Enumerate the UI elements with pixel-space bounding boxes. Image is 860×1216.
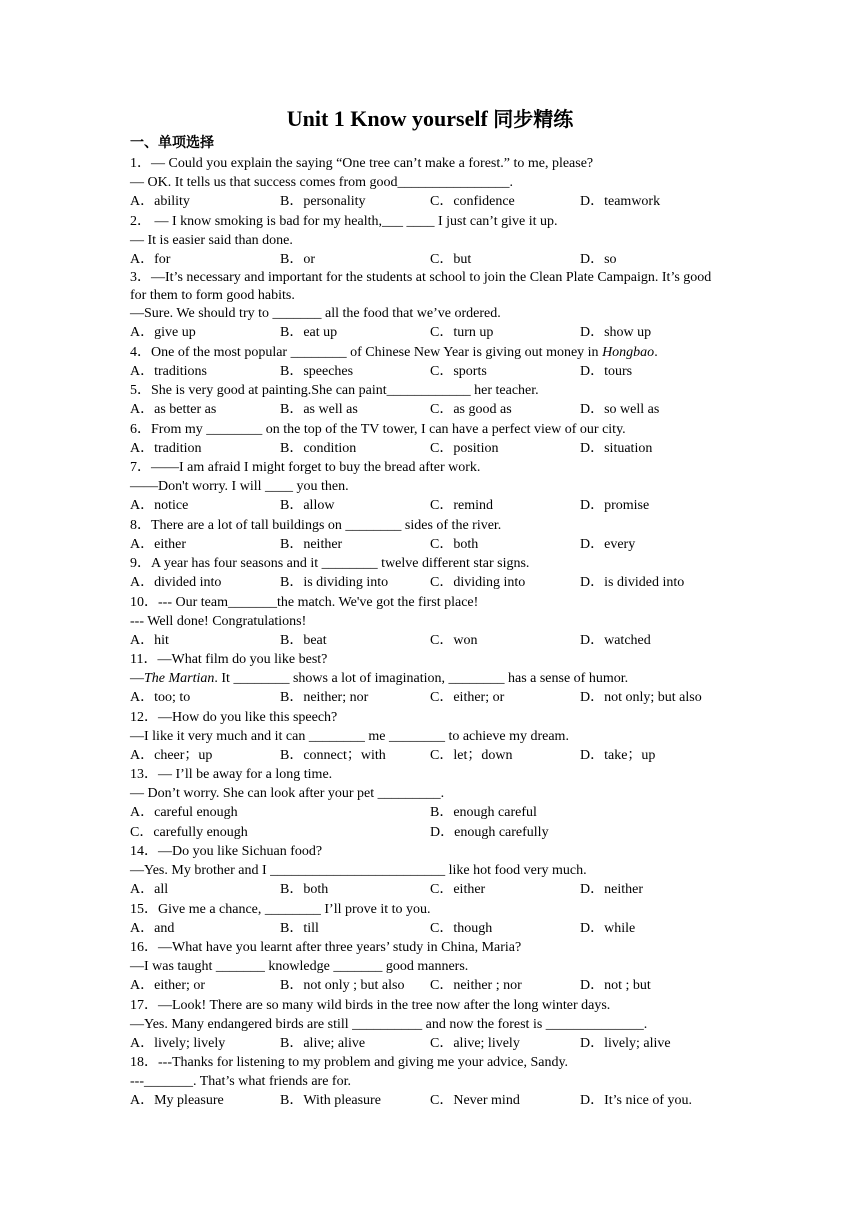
answer-option: D．watched <box>580 632 651 648</box>
answer-option: C．won <box>430 632 478 648</box>
answer-option: A．My pleasure <box>130 1093 224 1108</box>
question-stem: 5．She is very good at painting.She can paint____________ her teacher. <box>130 383 539 398</box>
answer-option: D．not only; but also <box>580 690 702 705</box>
question-item <box>130 458 730 516</box>
question-stem: 2． — I know smoking is bad for my health,___ ____ I just can’t give it up. <box>130 213 558 229</box>
options-row <box>130 192 730 212</box>
question-line: —The Martian. It ________ shows a lot of imagination, ________ has a sense of humor. <box>130 671 629 686</box>
answer-option: A．and <box>130 920 175 936</box>
options-row <box>130 1091 730 1111</box>
answer-option: A．all <box>130 882 169 897</box>
question-item <box>130 1053 730 1111</box>
options-row <box>130 746 730 766</box>
answer-option: C．either; or <box>430 690 505 705</box>
options-row <box>130 250 730 270</box>
options-row <box>130 535 730 555</box>
options-row <box>130 439 730 459</box>
answer-option: D．show up <box>580 325 652 340</box>
question-stem: 6．From my ________ on the top of the TV tower, I can have a perfect view of our city. <box>130 421 626 437</box>
answer-option: B．neither; nor <box>280 690 369 705</box>
question-item <box>130 842 730 900</box>
answer-option: A．lively; lively <box>130 1035 226 1051</box>
answer-option: A．either; or <box>130 978 206 993</box>
question-stem: 18．---Thanks for listening to my problem and giving me your advice, Sandy. <box>130 1055 569 1070</box>
title-english: Unit 1 Know yourself <box>286 106 488 131</box>
question-list <box>130 154 730 1111</box>
answer-option: D．so <box>580 251 617 267</box>
answer-option: C．as good as <box>430 402 512 417</box>
question-stem: 10．--- Our team_______the match. We've got the first place! <box>130 594 479 610</box>
answer-option: D．teamwork <box>580 194 661 209</box>
answer-option: D．is divided into <box>580 575 685 590</box>
question-item <box>130 381 730 420</box>
answer-option: D．situation <box>580 440 653 456</box>
answer-option: A．tradition <box>130 440 202 456</box>
answer-option: B．not only ; but also <box>280 978 405 993</box>
answer-option: C．let；down <box>430 747 513 763</box>
answer-option: B．till <box>280 920 319 936</box>
question-item <box>130 765 730 842</box>
options-row <box>130 400 730 420</box>
answer-option: B．alive; alive <box>280 1035 366 1051</box>
question-stem: 8．There are a lot of tall buildings on ________ sides of the river. <box>130 517 502 533</box>
options-row <box>130 362 730 382</box>
answer-option: A．ability <box>130 194 190 209</box>
question-item <box>130 269 730 343</box>
question-stem: 7．——I am afraid I might forget to buy the bread after work. <box>130 460 481 475</box>
question-line: —Sure. We should try to _______ all the food that we’ve ordered. <box>130 306 501 321</box>
question-stem: 4．One of the most popular ________ of Chinese New Year is giving out money in Hongbao. <box>130 344 658 360</box>
question-line: — OK. It tells us that success comes from good________________. <box>130 175 514 190</box>
question-stem: 16．—What have you learnt after three years’ study in China, Maria? <box>130 940 522 955</box>
answer-option: A．either <box>130 536 186 552</box>
answer-option: C．Never mind <box>430 1093 520 1108</box>
question-stem: 9．A year has four seasons and it ________ twelve different star signs. <box>130 556 530 571</box>
question-stem: 13．— I’ll be away for a long time. <box>130 767 333 782</box>
question-stem: 17．—Look! There are so many wild birds in the tree now after the long winter days. <box>130 997 611 1013</box>
answer-option: A．notice <box>130 498 189 513</box>
options-row <box>130 688 730 708</box>
question-item <box>130 343 730 382</box>
question-item <box>130 212 730 270</box>
answer-option: A．for <box>130 251 171 267</box>
answer-option: C．remind <box>430 498 493 513</box>
answer-option: B．beat <box>280 632 327 648</box>
question-stem: 14．—Do you like Sichuan food? <box>130 844 323 859</box>
question-item <box>130 593 730 651</box>
answer-option: A．as better as <box>130 402 217 417</box>
answer-option: B．With pleasure <box>280 1093 381 1108</box>
page-title <box>0 104 860 134</box>
answer-option: D．take；up <box>580 747 656 763</box>
answer-option: D．tours <box>580 363 633 379</box>
answer-option: D．neither <box>580 882 643 897</box>
question-line: —Yes. Many endangered birds are still __________ and now the forest is ______________. <box>130 1016 648 1032</box>
answer-option: C．both <box>430 536 479 552</box>
answer-option: B．speeches <box>280 363 354 379</box>
answer-option: A．careful enough <box>130 805 238 820</box>
answer-option: A．traditions <box>130 363 207 379</box>
question-item <box>130 996 730 1054</box>
question-line: —Yes. My brother and I _________________________ like hot food very much. <box>130 863 587 878</box>
answer-option: A．divided into <box>130 575 222 590</box>
answer-option: D．while <box>580 920 636 936</box>
answer-option: D．enough carefully <box>430 824 549 840</box>
question-item <box>130 554 730 593</box>
question-line: —I was taught _______ knowledge _______ good manners. <box>130 959 469 974</box>
title-chinese: 同步精练 <box>493 107 574 131</box>
answer-option: A．cheer；up <box>130 747 213 763</box>
answer-option: B．neither <box>280 536 343 552</box>
answer-option: B．condition <box>280 440 357 456</box>
answer-option: C．neither ; nor <box>430 978 522 993</box>
answer-option: B．personality <box>280 194 366 209</box>
answer-option: B．allow <box>280 498 335 513</box>
question-item <box>130 420 730 459</box>
options-row <box>130 823 730 843</box>
answer-option: C．alive; lively <box>430 1035 520 1051</box>
question-line: — It is easier said than done. <box>130 232 293 248</box>
question-stem: 15．Give me a chance, ________ I’ll prove it to you. <box>130 901 431 917</box>
answer-option: C．either <box>430 882 486 897</box>
answer-option: B．enough careful <box>430 805 537 820</box>
question-stem: 1．— Could you explain the saying “One tree can’t make a forest.” to me, please? <box>130 156 594 171</box>
answer-option: C．dividing into <box>430 575 526 590</box>
answer-option: B．as well as <box>280 402 358 417</box>
answer-option: B．both <box>280 882 329 897</box>
answer-option: D．It’s nice of you. <box>580 1093 692 1108</box>
answer-option: C．confidence <box>430 194 515 209</box>
answer-option: B．or <box>280 251 315 267</box>
options-row <box>130 323 730 343</box>
answer-option: B．connect；with <box>280 747 386 763</box>
answer-option: D．not ; but <box>580 978 651 993</box>
question-line: —I like it very much and it can ________ me ________ to achieve my dream. <box>130 728 569 744</box>
question-stem: 3．—It’s necessary and important for the students at school to join the Clean Plate Campaign. It’s good for them to form good habits. <box>130 270 712 303</box>
answer-option: B．eat up <box>280 325 338 340</box>
options-row <box>130 976 730 996</box>
answer-option: D．so well as <box>580 402 660 417</box>
question-item <box>130 154 730 212</box>
answer-option: A．too; to <box>130 690 191 705</box>
options-row <box>130 573 730 593</box>
question-emphasis: The Martian <box>144 671 215 686</box>
question-line: ——Don't worry. I will ____ you then. <box>130 479 349 494</box>
answer-option: C．carefully enough <box>130 824 248 840</box>
question-item <box>130 938 730 996</box>
answer-option: C．though <box>430 920 493 936</box>
answer-option: C．sports <box>430 363 487 379</box>
question-item <box>130 900 730 939</box>
options-row <box>130 919 730 939</box>
answer-option: C．but <box>430 251 472 267</box>
section-heading: 一、单项选择 <box>130 135 214 151</box>
answer-option: A．give up <box>130 325 196 340</box>
options-row <box>130 803 730 823</box>
question-item <box>130 516 730 555</box>
question-item <box>130 650 730 708</box>
question-stem: 11．—What film do you like best? <box>130 652 328 667</box>
answer-option: B．is dividing into <box>280 575 389 590</box>
answer-option: D．promise <box>580 498 650 513</box>
options-row <box>130 880 730 900</box>
answer-option: C．position <box>430 440 499 456</box>
options-row <box>130 631 730 651</box>
options-row <box>130 496 730 516</box>
question-line: --- Well done! Congratulations! <box>130 613 307 629</box>
answer-option: D．every <box>580 536 636 552</box>
question-stem: 12．—How do you like this speech? <box>130 709 338 725</box>
answer-option: C．turn up <box>430 325 494 340</box>
options-row <box>130 1034 730 1054</box>
answer-option: A．hit <box>130 632 169 648</box>
question-emphasis: Hongbao <box>602 344 655 360</box>
question-item <box>130 708 730 766</box>
question-line: — Don’t worry. She can look after your pet _________. <box>130 786 445 801</box>
answer-option: D．lively; alive <box>580 1035 671 1051</box>
question-line: ---_______. That’s what friends are for. <box>130 1074 351 1089</box>
